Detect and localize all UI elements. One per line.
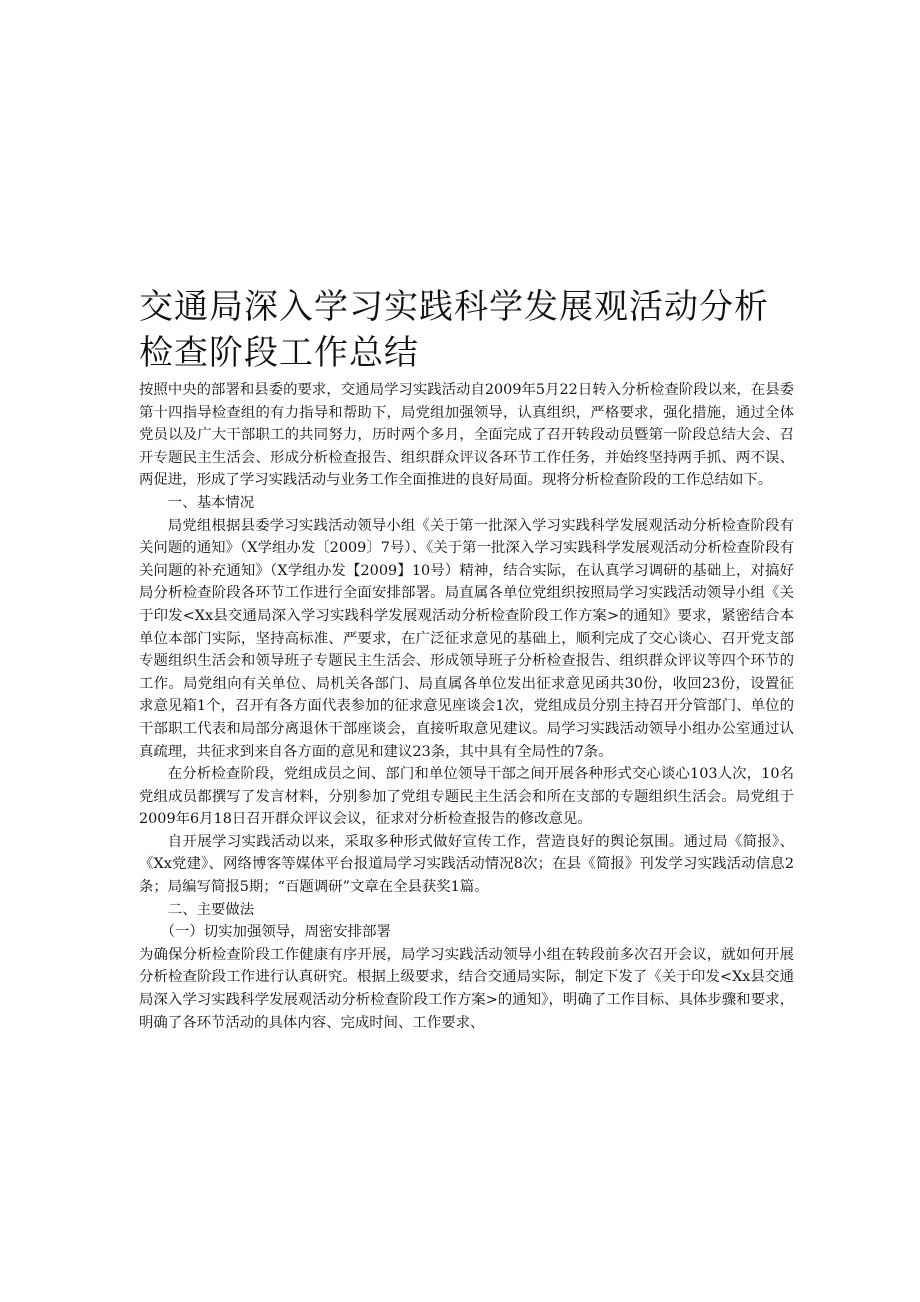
- document-content: [139, 284, 794, 1034]
- intro-paragraph: 按照中央的部署和县委的要求，交通局学习实践活动自2009年5月22日转入分析检查阶段以来，在县委第十四指导检查组的有力指导和帮助下，局党组加强领导，认真组织，严格要求，强化措施，通过全体党员以及广大干部职工的共同努力，历时两个多月，全面完成了召开转段动员暨第一阶段总结大会、召开专题民主生活会、形成分析检查报告、组织群众评议各环节工作任务，并始终坚持两手抓、两不误、两促进，形成了学习实践活动与业务工作全面推进的良好局面。现将分析检查阶段的工作总结如下。: [139, 382, 794, 489]
- subsection-heading: （一）切实加强领导，周密安排部署: [160, 924, 391, 941]
- document-body: [139, 379, 794, 1034]
- section-heading-main-practices: 二、主要做法: [167, 901, 255, 918]
- body-paragraph: 自开展学习实践活动以来，采取多种形式做好宣传工作，营造良好的舆论氛围。通过局《简报》、《Xx党建》、网络博客等媒体平台报道局学习实践活动情况8次；在县《简报》刊发学习实践活动信息2条；局编写简报5期；“百题调研”文章在全县获奖1篇。: [139, 833, 794, 896]
- section-heading-basic-situation: 一、基本情况: [167, 494, 255, 511]
- title-line-2: 检查阶段工作总结: [139, 333, 419, 373]
- body-paragraph: 为确保分析检查阶段工作健康有序开展，局学习实践活动领导小组在转段前多次召开会议，就如何开展分析检查阶段工作进行认真研究。根据上级要求，结合交通局实际，制定下发了《关于印发<Xx县交通局深入学习实践科学发展观活动分析检查阶段工作方案>的通知》，明确了工作目标、具体步骤和要求，明确了各环节活动的具体内容、完成时间、工作要求、: [139, 946, 794, 1031]
- body-paragraph: 在分析检查阶段，党组成员之间、部门和单位领导干部之间开展各种形式交心谈心103人次，10名党组成员都撰写了发言材料，分别参加了党组专题民主生活会和所在支部的专题组织生活会。局党组于2009年6月18日召开群众评议会议，征求对分析检查报告的修改意见。: [139, 766, 794, 828]
- title-line-1: 交通局深入学习实践科学发展观活动分析: [139, 287, 769, 327]
- document-title: [139, 284, 794, 376]
- body-paragraph: 局党组根据县委学习实践活动领导小组《关于第一批深入学习实践科学发展观活动分析检查阶段有关问题的通知》（X学组办发〔2009〕7号）、《关于第一批深入学习实践科学发展观活动分析检查阶段有关问题的补充通知》（X学组办发【2009】10号）精神，结合实际，在认真学习调研的基础上，对搞好局分析检查阶段各环节工作进行全面安排部署。局直属各单位党组织按照局学习实践活动领导小组《关于印发<Xx县交通局深入学习实践科学发展观活动分析检查阶段工作方案>的通知》要求，紧密结合本单位本部门实际，坚持高标准、严要求，在广泛征求意见的基础上，顺利完成了交心谈心、召开党支部专题组织生活会和领导班子专题民主生活会、形成领导班子分析检查报告、组织群众评议等四个环节的工作。局党组向有关单位、局机关各部门、局直属各单位发出征求意见函共30份，收回23份，设置征求意见箱1个，召开有各方面代表参加的征求意见座谈会1次，党组成员分别主持召开分管部门、单位的干部职工代表和局部分离退休干部座谈会，直接听取意见建议。局学习实践活动领导小组办公室通过认真疏理，共征求到来自各方面的意见和建议23条，其中具有全局性的7条。: [139, 517, 794, 760]
